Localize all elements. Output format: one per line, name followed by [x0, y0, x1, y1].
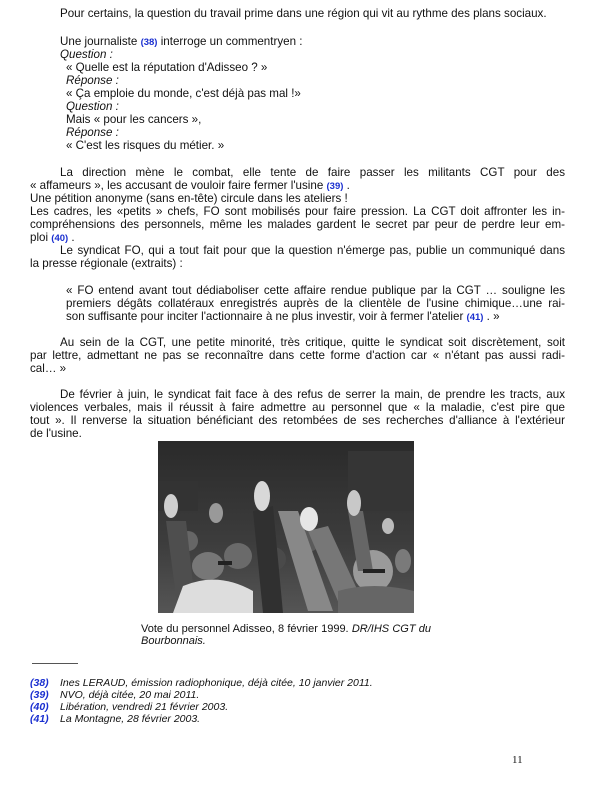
- interview-intro-tail: interroge un commentryen :: [157, 35, 303, 48]
- blockquote-line: premiers dégâts collatéraux enregistrés auprès de la clientèle de l'usine chimique…une rai-: [66, 297, 565, 310]
- caption-main: Vote du personnel Adisseo, 8 février 1999.: [141, 623, 352, 635]
- paragraph-cadres-line: [30, 231, 75, 245]
- paragraph-cadres-line: Les cadres, les «petits » chefs, FO sont mobilisés pour faire pression. La CGT doit affronter les in-: [30, 205, 565, 218]
- footnote-text: La Montagne, 28 février 2003.: [60, 713, 201, 725]
- footnote-text: Libération, vendredi 21 février 2003.: [60, 701, 229, 713]
- cadres-text: ploi: [30, 231, 49, 244]
- paragraph-cgt-line: par lettre, admettant ne pas se reconnaître dans cette forme d'action car « n'étant pas aussi radi-: [30, 349, 565, 362]
- footnote-text: NVO, déjà citée, 20 mai 2011.: [60, 689, 200, 701]
- footnote-number[interactable]: (39): [30, 689, 49, 701]
- cadres-tail: .: [68, 231, 75, 244]
- footnote-ref-38[interactable]: (38): [140, 37, 158, 48]
- footnote-text: Ines LERAUD, émission radiophonique, déjà citée, 10 janvier 2011.: [60, 677, 373, 689]
- footnote-number[interactable]: (41): [30, 713, 49, 725]
- footnote-ref-39[interactable]: (39): [326, 181, 344, 192]
- paragraph-cgt-line: cal… »: [30, 362, 67, 375]
- question-label: Question :: [66, 100, 119, 113]
- answer-text: « C'est les risques du métier. »: [66, 139, 225, 152]
- footnote-ref-40[interactable]: (40): [51, 233, 69, 244]
- paragraph-fo-line: la presse régionale (extraits) :: [30, 257, 183, 270]
- paragraph-direction-line: [30, 179, 350, 193]
- paragraph-petition: Une pétition anonyme (sans en-tête) circule dans les ateliers !: [30, 192, 348, 205]
- answer-label: Réponse :: [66, 74, 119, 87]
- figure-caption: [141, 623, 431, 647]
- paragraph-direction-line: La direction mène le combat, elle tente de faire passer les militants CGT pour des: [60, 166, 565, 179]
- direction-tail: .: [343, 179, 350, 192]
- footnote-number[interactable]: (38): [30, 677, 49, 689]
- photo-vote-raised-hands: [158, 441, 414, 613]
- footnote-number[interactable]: (40): [30, 701, 49, 713]
- answer-label: Réponse :: [66, 126, 119, 139]
- page-number: 11: [512, 754, 523, 766]
- paragraph-cgt-line: Au sein de la CGT, une petite minorité, très critique, quitte le syndicat soit discrètement, soit: [60, 336, 565, 349]
- interview-intro-text: Une journaliste: [60, 35, 138, 48]
- paragraph-fo-line: Le syndicat FO, qui a tout fait pour que la question n'émerge pas, publie un communiqué dans: [60, 244, 565, 257]
- paragraph-fevrier-line: De février à juin, le syndicat fait face à des refus de serrer la main, de prendre les tracts, aux: [60, 388, 565, 401]
- paragraph-fevrier-line: violences verbales, mais il réussit à faire admettre au personnel que « la maladie, c'est pire que: [30, 401, 565, 414]
- caption-credit: DR/IHS CGT du Bourbonnais.: [141, 623, 431, 647]
- paragraph-fevrier-line: de l'usine.: [30, 427, 82, 440]
- question-text: Mais « pour les cancers »,: [66, 113, 202, 126]
- footnote-ref-41[interactable]: (41): [466, 312, 484, 323]
- question-label: Question :: [60, 48, 113, 61]
- paragraph-fevrier-line: tout ». Il renverse la situation bénéficiant des retombées de ses recherches d'alliance à l'extérieur: [30, 414, 565, 427]
- blockquote-line: [66, 310, 500, 324]
- blockquote-line: « FO entend avant tout dédiaboliser cette affaire rendue publique par la CGT … souligne les: [66, 284, 565, 297]
- paragraph-cadres-line: compréhensions des personnels, même les malades gardent le secret par peur de perdre leur em-: [30, 218, 565, 231]
- footnote-separator: [32, 663, 78, 664]
- quote-tail: . »: [483, 310, 500, 323]
- direction-text: « affameurs », les accusant de vouloir faire fermer l'usine: [30, 179, 324, 192]
- question-text: « Quelle est la réputation d'Adisseo ? »: [66, 61, 268, 74]
- paragraph-intro: Pour certains, la question du travail prime dans une région qui vit au rythme des plans sociaux.: [60, 7, 547, 20]
- interview-intro: [60, 35, 302, 49]
- quote-text: son suffisante pour inciter l'actionnaire à ne plus investir, voir à fermer l'atelier: [66, 310, 464, 323]
- answer-text: « Ça emploie du monde, c'est déjà pas mal !»: [66, 87, 301, 100]
